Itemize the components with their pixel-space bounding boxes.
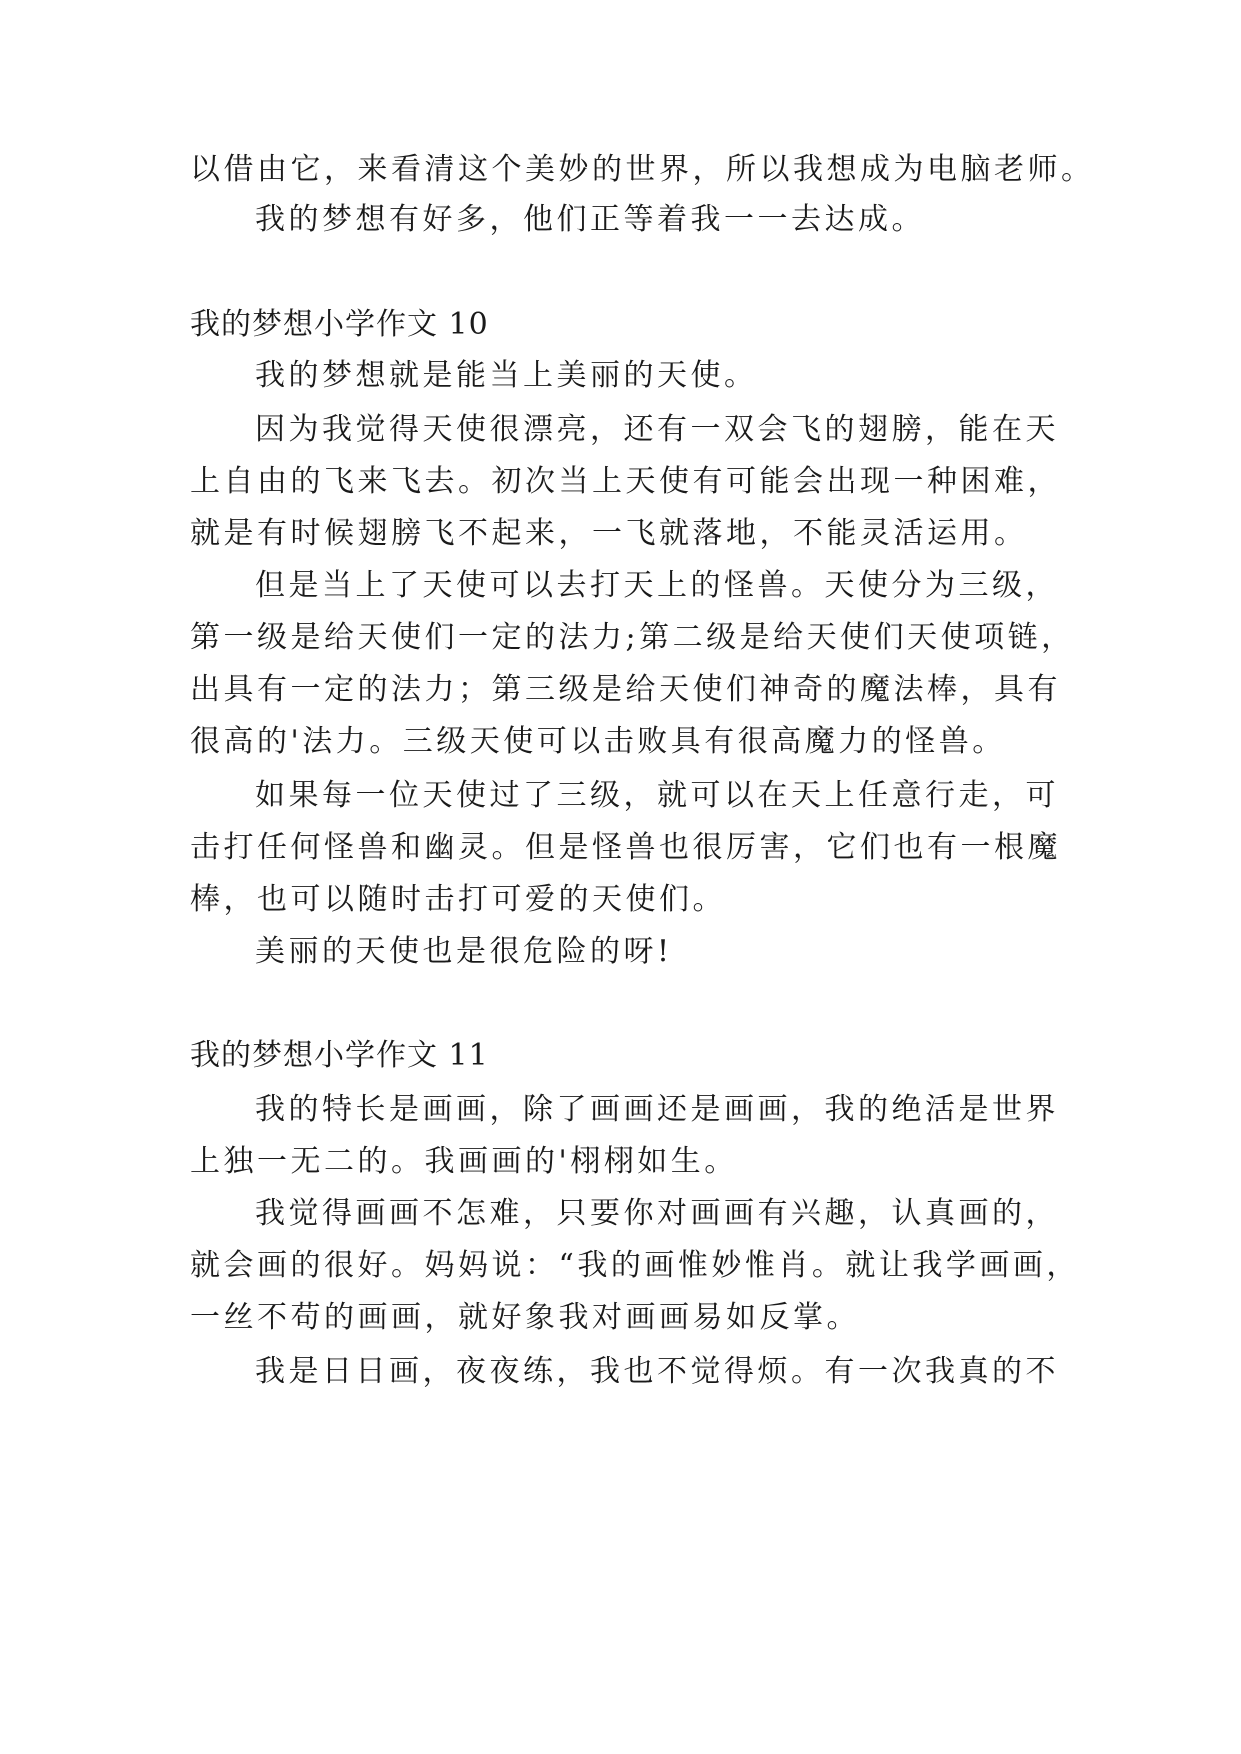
paragraph-line: 棒，也可以随时击打可爱的天使们。 bbox=[190, 882, 726, 917]
paragraph-line: 出具有一定的法力；第三级是给天使们神奇的魔法棒，具有 bbox=[190, 672, 1061, 707]
paragraph-line: 很高的'法力。三级天使可以击败具有很高魔力的怪兽。 bbox=[190, 724, 1006, 759]
paragraph-line: 我觉得画画不怎难，只要你对画画有兴趣，认真画的， bbox=[255, 1196, 1059, 1231]
paragraph-line: 上独一无二的。我画画的'栩栩如生。 bbox=[190, 1144, 738, 1179]
paragraph-line: 但是当上了天使可以去打天上的怪兽。天使分为三级， bbox=[255, 568, 1059, 603]
section-title: 我的梦想小学作文 10 bbox=[190, 307, 489, 342]
paragraph-line: 我是日日画，夜夜练，我也不觉得烦。有一次我真的不 bbox=[255, 1354, 1059, 1389]
paragraph-line: 我的梦想就是能当上美丽的天使。 bbox=[255, 358, 758, 393]
paragraph-line: 上自由的飞来飞去。初次当上天使有可能会出现一种困难， bbox=[190, 464, 1061, 499]
paragraph-line: 我的特长是画画，除了画画还是画画，我的绝活是世界 bbox=[255, 1092, 1059, 1127]
paragraph-line: 就是有时候翅膀飞不起来，一飞就落地，不能灵活运用。 bbox=[190, 516, 1028, 551]
section-title: 我的梦想小学作文 11 bbox=[190, 1038, 489, 1073]
paragraph-line: 击打任何怪兽和幽灵。但是怪兽也很厉害，它们也有一根魔 bbox=[190, 830, 1061, 865]
paragraph-line: 美丽的天使也是很危险的呀! bbox=[255, 934, 673, 969]
paragraph-line: 如果每一位天使过了三级，就可以在天上任意行走，可 bbox=[255, 778, 1059, 813]
paragraph-line: 我的梦想有好多，他们正等着我一一去达成。 bbox=[255, 202, 925, 237]
paragraph-line: 就会画的很好。妈妈说：“我的画惟妙惟肖。就让我学画画， bbox=[190, 1248, 1080, 1283]
paragraph-line: 一丝不苟的画画，就好象我对画画易如反掌。 bbox=[190, 1300, 860, 1335]
paragraph-line: 第一级是给天使们一定的法力;第二级是给天使们天使项链， bbox=[190, 620, 1075, 655]
paragraph-line: 以借由它，来看清这个美妙的世界，所以我想成为电脑老师。 bbox=[190, 152, 1095, 187]
paragraph-line: 因为我觉得天使很漂亮，还有一双会飞的翅膀，能在天 bbox=[255, 412, 1059, 447]
